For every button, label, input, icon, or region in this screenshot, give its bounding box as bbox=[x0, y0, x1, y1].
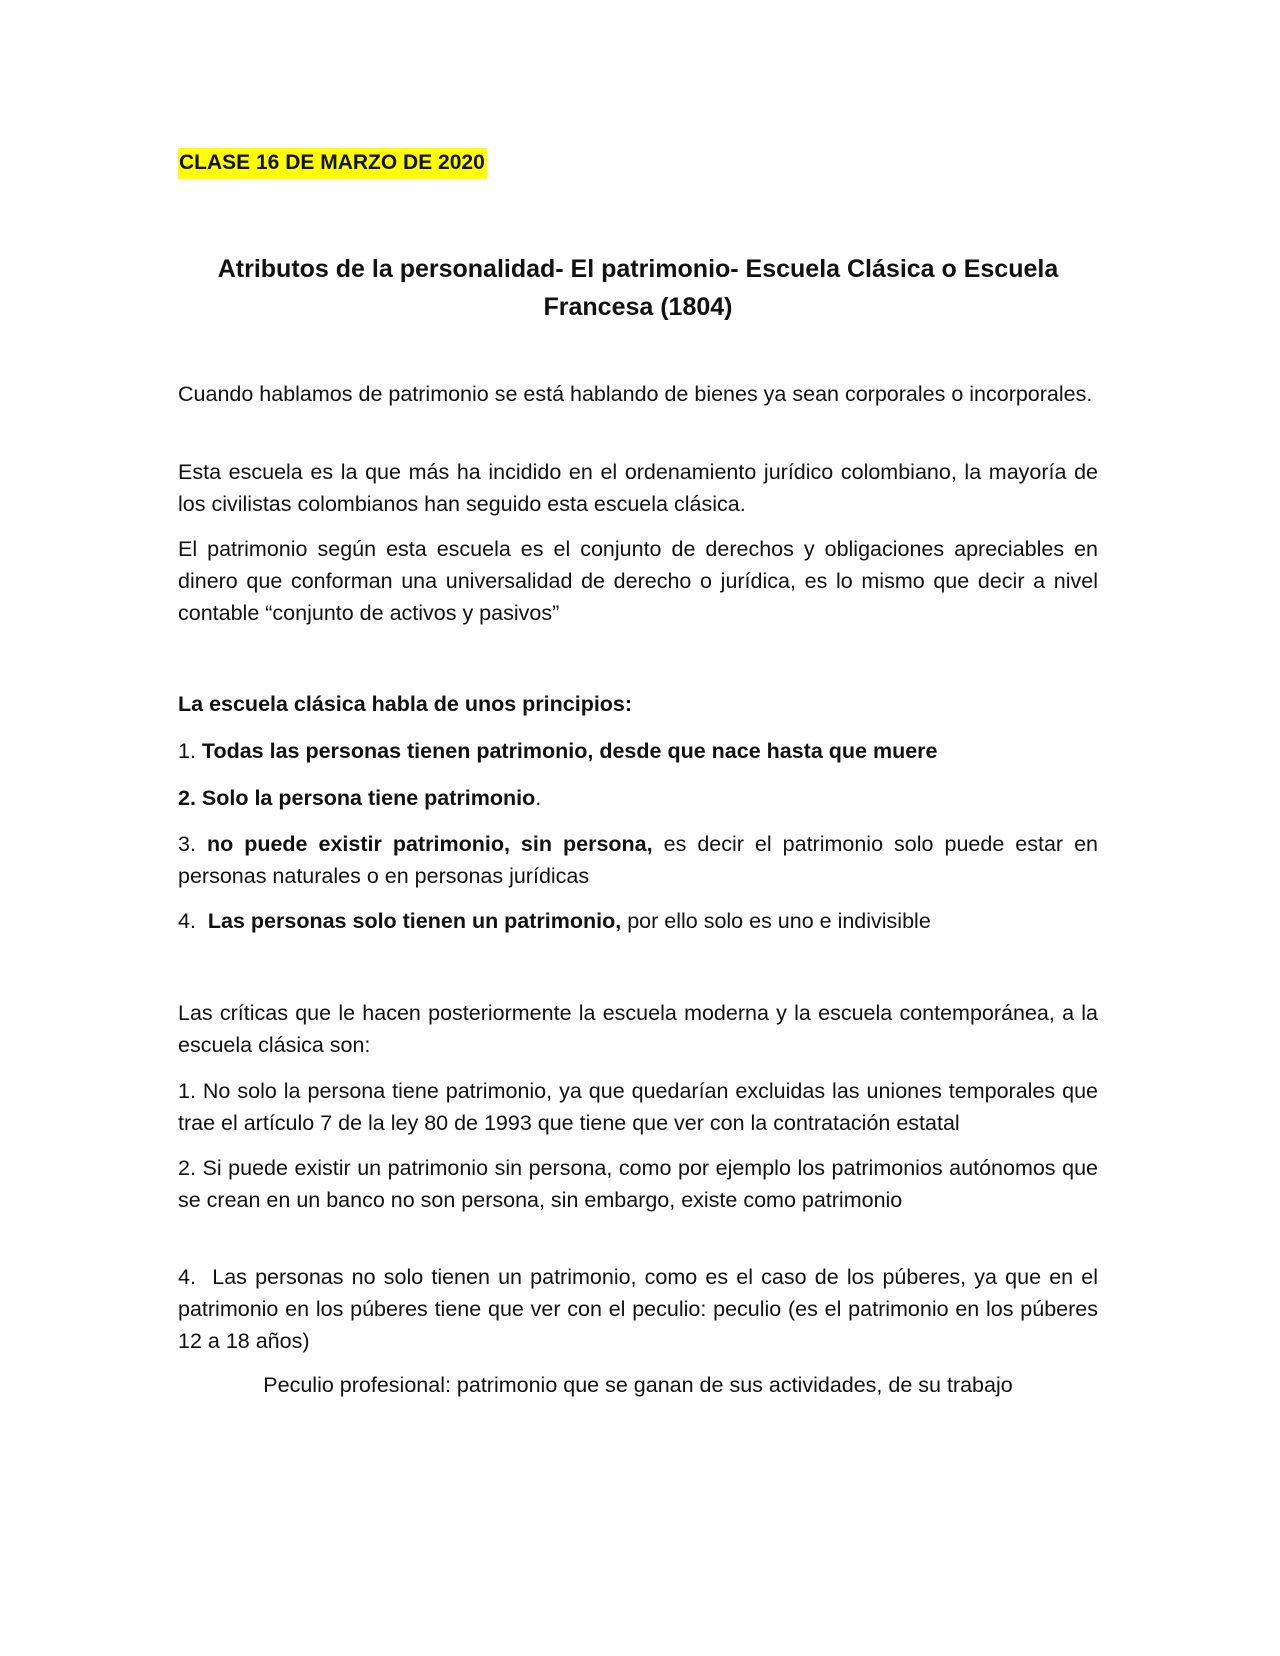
principle-item bbox=[178, 735, 1098, 767]
principle-number: 1. bbox=[178, 739, 202, 763]
document-title: Atributos de la personalidad- El patrimonio- Escuela Clásica o Escuela Francesa (1804) bbox=[217, 255, 1059, 321]
principle-rest-text: es decir el patrimonio solo puede estar en personas naturales o en personas jurídicas bbox=[178, 832, 1098, 888]
critique-item: 1. No solo la persona tiene patrimonio, ya que quedarían excluidas las uniones temporales que trae el artículo 7 de la ley 80 de 1993 que tiene que ver con la contratación estatal bbox=[178, 1079, 1098, 1135]
principle-item bbox=[178, 828, 1098, 892]
date-heading: CLASE 16 DE MARZO DE 2020 bbox=[178, 148, 487, 179]
critiques-intro: Las críticas que le hacen posteriormente la escuela moderna y la escuela contemporánea, a la escuela clásica son: bbox=[178, 1001, 1098, 1057]
principle-bold-text: Las personas solo tienen un patrimonio, bbox=[207, 909, 622, 933]
principle-rest-text: por ello solo es uno e indivisible bbox=[621, 909, 931, 933]
intro-paragraph-3: El patrimonio según esta escuela es el conjunto de derechos y obligaciones apreciables en dinero que conforman una universalidad de derecho o jurídica, es lo mismo que decir a nivel contable “conjunto de activos y pasivos” bbox=[178, 537, 1098, 625]
principle-number: 2. bbox=[178, 786, 202, 810]
principle-item bbox=[178, 782, 1098, 814]
principle-number: 4. bbox=[178, 909, 208, 933]
critique-item: 4. Las personas no solo tienen un patrimonio, como es el caso de los púberes, ya que en el patrimonio en los púberes tiene que ver con el peculio: peculio (es el patrimonio en los púberes 12 a 18 años) bbox=[178, 1265, 1104, 1353]
principles-heading: La escuela clásica habla de unos principios: bbox=[178, 692, 633, 716]
principle-bold-text: no puede existir patrimonio, sin persona, bbox=[206, 832, 653, 856]
intro-paragraph-1: Cuando hablamos de patrimonio se está hablando de bienes ya sean corporales o incorporales. bbox=[178, 382, 1093, 406]
peculio-note: Peculio profesional: patrimonio que se ganan de sus actividades, de su trabajo bbox=[263, 1373, 1013, 1397]
principle-number: 3. bbox=[178, 832, 207, 856]
principle-item bbox=[178, 905, 1098, 937]
intro-paragraph-2: Esta escuela es la que más ha incidido en el ordenamiento jurídico colombiano, la mayoría de los civilistas colombianos han seguido esta escuela clásica. bbox=[178, 460, 1098, 516]
principle-rest-text: . bbox=[535, 786, 542, 810]
principle-bold-text: Todas las personas tienen patrimonio, desde que nace hasta que muere bbox=[201, 739, 938, 763]
critique-item: 2. Si puede existir un patrimonio sin persona, como por ejemplo los patrimonios autónomos que se crean en un banco no son persona, sin embargo, existe como patrimonio bbox=[178, 1156, 1098, 1212]
principle-bold-text: Solo la persona tiene patrimonio bbox=[201, 786, 536, 810]
